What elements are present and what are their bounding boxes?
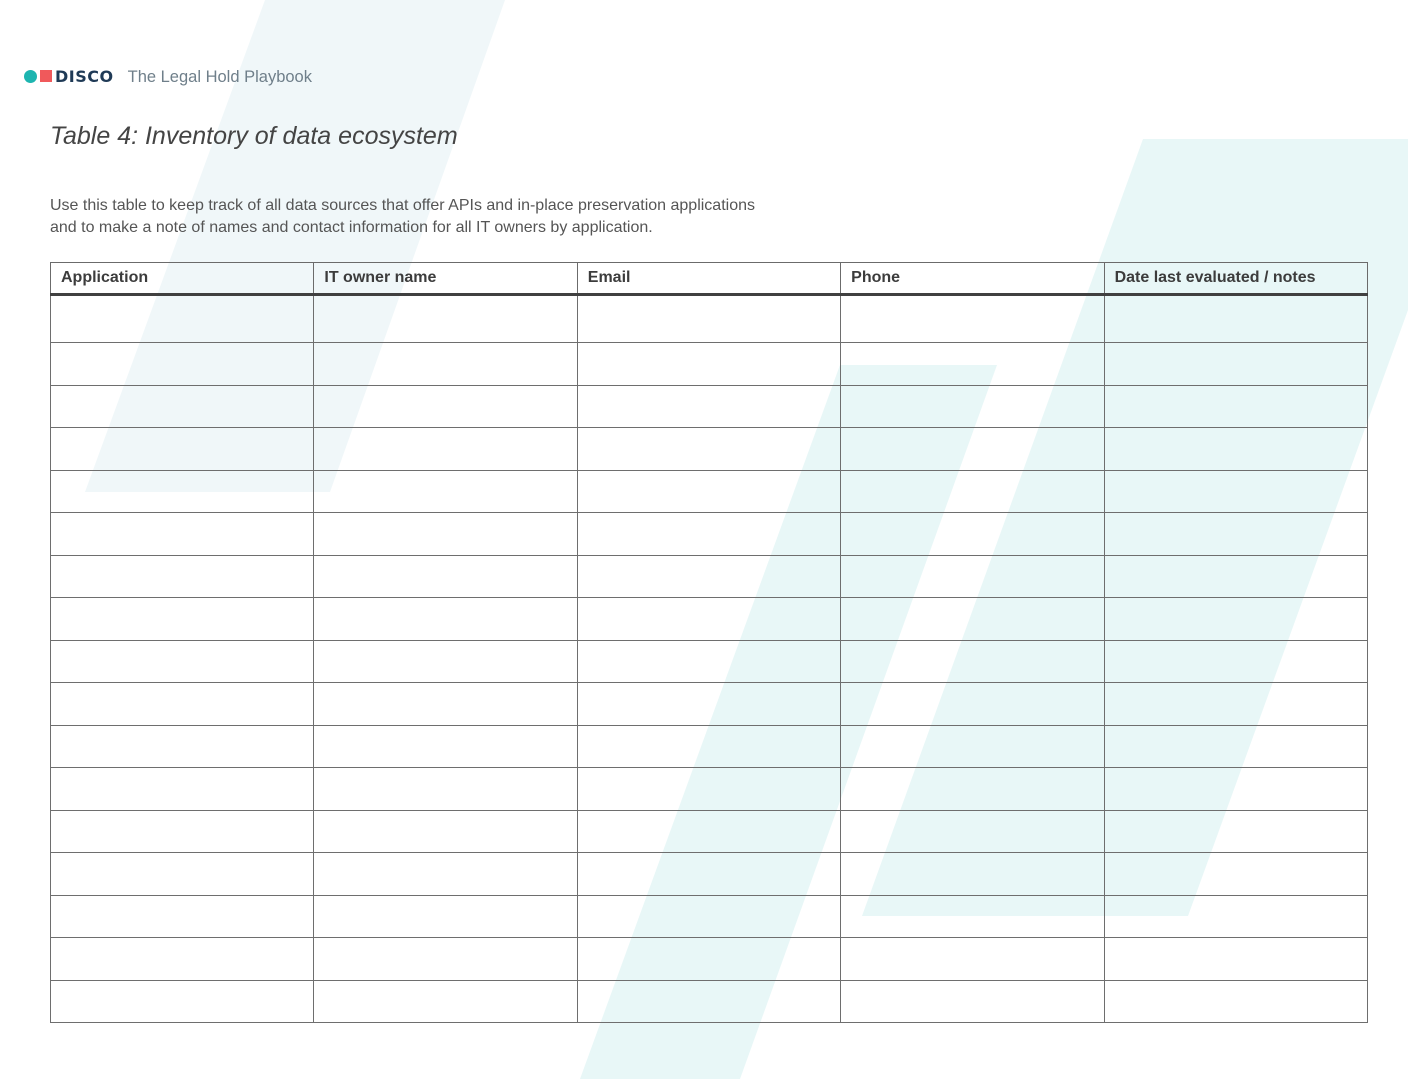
table-cell[interactable] bbox=[51, 683, 314, 726]
header-email: Email bbox=[577, 263, 840, 295]
table-cell[interactable] bbox=[841, 895, 1104, 938]
table-cell[interactable] bbox=[1104, 768, 1367, 811]
table-cell[interactable] bbox=[51, 598, 314, 641]
table-cell[interactable] bbox=[314, 768, 577, 811]
table-cell[interactable] bbox=[577, 938, 840, 981]
table-cell[interactable] bbox=[51, 640, 314, 683]
table-cell[interactable] bbox=[577, 725, 840, 768]
table-cell[interactable] bbox=[1104, 683, 1367, 726]
table-cell[interactable] bbox=[577, 683, 840, 726]
table-cell[interactable] bbox=[1104, 725, 1367, 768]
table-cell[interactable] bbox=[577, 428, 840, 471]
table-body bbox=[51, 295, 1368, 1023]
table-row bbox=[51, 598, 1368, 641]
intro-text bbox=[50, 195, 850, 239]
table-cell[interactable] bbox=[841, 810, 1104, 853]
table-cell[interactable] bbox=[1104, 295, 1367, 343]
table-cell[interactable] bbox=[841, 385, 1104, 428]
table-cell[interactable] bbox=[577, 768, 840, 811]
table-cell[interactable] bbox=[51, 295, 314, 343]
table-header-row bbox=[51, 263, 1368, 295]
table-cell[interactable] bbox=[1104, 513, 1367, 556]
table-cell[interactable] bbox=[51, 343, 314, 386]
table-cell[interactable] bbox=[841, 343, 1104, 386]
table-cell[interactable] bbox=[314, 810, 577, 853]
table-cell[interactable] bbox=[51, 810, 314, 853]
table-cell[interactable] bbox=[841, 513, 1104, 556]
table-cell[interactable] bbox=[314, 295, 577, 343]
table-cell[interactable] bbox=[1104, 938, 1367, 981]
table-cell[interactable] bbox=[51, 980, 314, 1023]
table-cell[interactable] bbox=[51, 470, 314, 513]
table-cell[interactable] bbox=[314, 428, 577, 471]
table-cell[interactable] bbox=[1104, 385, 1367, 428]
table-row bbox=[51, 683, 1368, 726]
table-cell[interactable] bbox=[841, 768, 1104, 811]
table-cell[interactable] bbox=[1104, 853, 1367, 896]
table-cell[interactable] bbox=[577, 640, 840, 683]
page-header bbox=[24, 64, 312, 88]
table-cell[interactable] bbox=[577, 295, 840, 343]
table-row bbox=[51, 895, 1368, 938]
table-cell[interactable] bbox=[51, 938, 314, 981]
table-cell[interactable] bbox=[577, 980, 840, 1023]
table-row bbox=[51, 640, 1368, 683]
table-cell[interactable] bbox=[314, 385, 577, 428]
inventory-table bbox=[50, 262, 1368, 1023]
table-cell[interactable] bbox=[841, 640, 1104, 683]
table-cell[interactable] bbox=[314, 980, 577, 1023]
table-cell[interactable] bbox=[1104, 895, 1367, 938]
table-row bbox=[51, 428, 1368, 471]
header-it-owner-name: IT owner name bbox=[314, 263, 577, 295]
table-cell[interactable] bbox=[841, 428, 1104, 471]
table-cell[interactable] bbox=[841, 598, 1104, 641]
table-cell[interactable] bbox=[314, 938, 577, 981]
table-row bbox=[51, 295, 1368, 343]
table-cell[interactable] bbox=[314, 683, 577, 726]
table-cell[interactable] bbox=[51, 853, 314, 896]
table-cell[interactable] bbox=[51, 895, 314, 938]
table-cell[interactable] bbox=[314, 470, 577, 513]
table-cell[interactable] bbox=[577, 853, 840, 896]
brand-logo: DISCO bbox=[55, 66, 114, 86]
table-cell[interactable] bbox=[1104, 640, 1367, 683]
intro-line-1: Use this table to keep track of all data sources that offer APIs and in-place preservation applications bbox=[50, 197, 755, 214]
table-cell[interactable] bbox=[577, 385, 840, 428]
table-cell[interactable] bbox=[1104, 598, 1367, 641]
table-cell[interactable] bbox=[314, 725, 577, 768]
table-row bbox=[51, 513, 1368, 556]
table-cell[interactable] bbox=[1104, 810, 1367, 853]
table-cell[interactable] bbox=[1104, 555, 1367, 598]
table-cell[interactable] bbox=[1104, 980, 1367, 1023]
table-cell[interactable] bbox=[841, 853, 1104, 896]
table-cell[interactable] bbox=[314, 640, 577, 683]
header-phone: Phone bbox=[841, 263, 1104, 295]
table-cell[interactable] bbox=[51, 555, 314, 598]
header-application: Application bbox=[51, 263, 314, 295]
table-row bbox=[51, 725, 1368, 768]
table-cell[interactable] bbox=[51, 428, 314, 471]
table-cell[interactable] bbox=[314, 895, 577, 938]
table-cell[interactable] bbox=[841, 295, 1104, 343]
table-cell[interactable] bbox=[314, 343, 577, 386]
table-cell[interactable] bbox=[51, 725, 314, 768]
table-cell[interactable] bbox=[841, 683, 1104, 726]
header-date-notes: Date last evaluated / notes bbox=[1104, 263, 1367, 295]
page-title: Table 4: Inventory of data ecosystem bbox=[50, 122, 458, 150]
intro-line-2: and to make a note of names and contact information for all IT owners by application. bbox=[50, 219, 653, 236]
table-row bbox=[51, 768, 1368, 811]
table-cell[interactable] bbox=[841, 725, 1104, 768]
table-cell[interactable] bbox=[314, 598, 577, 641]
table-cell[interactable] bbox=[1104, 470, 1367, 513]
table-cell[interactable] bbox=[841, 938, 1104, 981]
table-cell[interactable] bbox=[577, 470, 840, 513]
table-cell[interactable] bbox=[577, 598, 840, 641]
table-row bbox=[51, 555, 1368, 598]
table-row bbox=[51, 343, 1368, 386]
table-cell[interactable] bbox=[1104, 343, 1367, 386]
table-cell[interactable] bbox=[841, 555, 1104, 598]
table-row bbox=[51, 938, 1368, 981]
document-name: The Legal Hold Playbook bbox=[127, 67, 312, 86]
table-row bbox=[51, 980, 1368, 1023]
table-row bbox=[51, 385, 1368, 428]
table-cell[interactable] bbox=[841, 470, 1104, 513]
table-cell[interactable] bbox=[577, 555, 840, 598]
logo-dot bbox=[24, 70, 37, 83]
table-cell[interactable] bbox=[314, 513, 577, 556]
table-row bbox=[51, 810, 1368, 853]
logo-square bbox=[40, 70, 52, 82]
table-cell[interactable] bbox=[577, 810, 840, 853]
table-cell[interactable] bbox=[314, 555, 577, 598]
table-cell[interactable] bbox=[51, 768, 314, 811]
table-cell[interactable] bbox=[577, 513, 840, 556]
table-cell[interactable] bbox=[51, 513, 314, 556]
table-cell[interactable] bbox=[51, 385, 314, 428]
table-row bbox=[51, 470, 1368, 513]
table-cell[interactable] bbox=[577, 895, 840, 938]
table-cell[interactable] bbox=[314, 853, 577, 896]
table-cell[interactable] bbox=[841, 980, 1104, 1023]
table-row bbox=[51, 853, 1368, 896]
table-cell[interactable] bbox=[577, 343, 840, 386]
table-cell[interactable] bbox=[1104, 428, 1367, 471]
